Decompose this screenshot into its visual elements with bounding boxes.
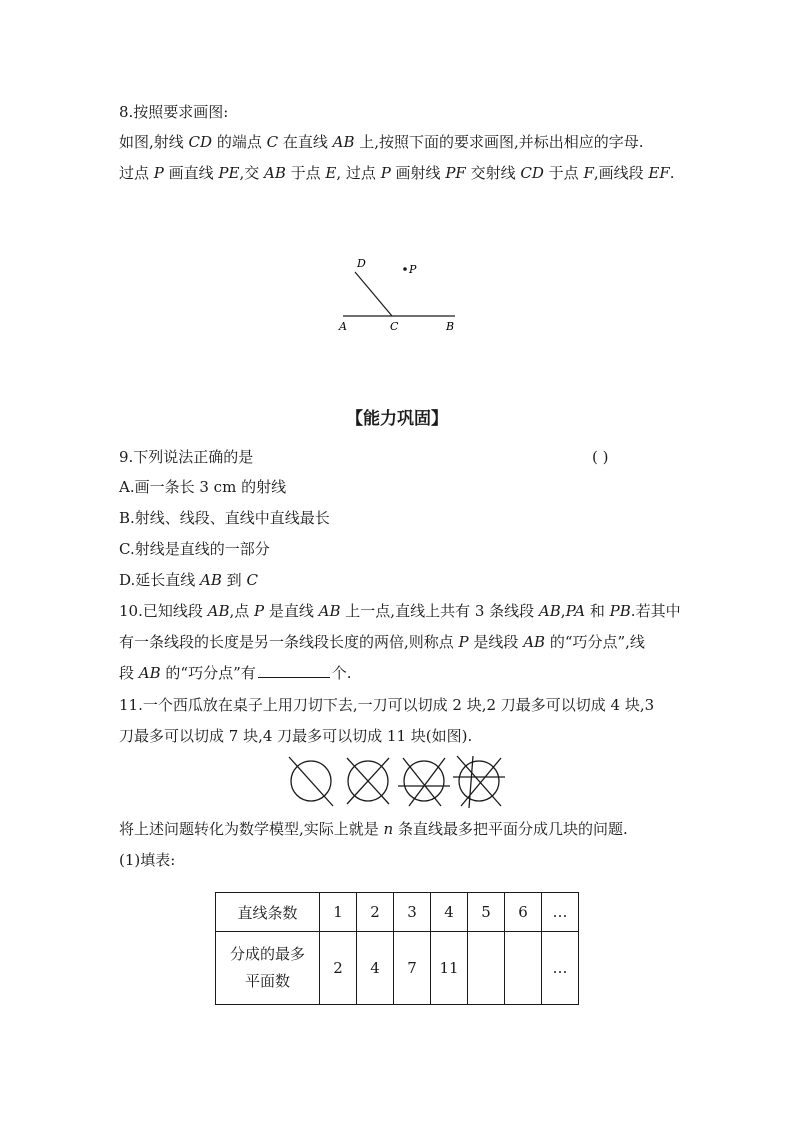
label-c: C (390, 320, 399, 333)
cut-one (289, 757, 333, 806)
q9-option-d: D.延长直线 AB 到 C (119, 571, 258, 589)
q8-title: 8.按照要求画图: (119, 103, 229, 121)
ray-cd (355, 272, 392, 316)
table-cell: 4 (431, 893, 468, 932)
table-cell: 1 (320, 893, 357, 932)
watermelon-cuts-figure (285, 752, 510, 810)
cut-three (398, 758, 450, 806)
table-cell: … (542, 893, 579, 932)
table-cell: 2 (357, 893, 394, 932)
table-cell: 11 (431, 932, 468, 1005)
q9-answer-paren: ( ) (592, 448, 609, 466)
cut-two (347, 758, 389, 804)
table-cell: 2 (320, 932, 357, 1005)
label-p: P (409, 263, 417, 276)
q8-line2: 过点 P 画直线 PE,交 AB 于点 E, 过点 P 画射线 PF 交射线 CD 于点 F,画线段 EF. (119, 164, 675, 182)
table-header-cell: 直线条数 (216, 893, 320, 932)
section-title: 【能力巩固】 (346, 409, 448, 429)
q9-option-c: C.射线是直线的一部分 (119, 540, 270, 558)
table-cell: 5 (468, 893, 505, 932)
point-p (403, 267, 407, 271)
q11-line2: 刀最多可以切成 7 块,4 刀最多可以切成 11 块(如图). (119, 727, 473, 745)
table-cell: 7 (394, 932, 431, 1005)
q8-figure (330, 250, 470, 340)
q10-line1: 10.已知线段 AB,点 P 是直线 AB 上一点,直线上共有 3 条线段 AB,PA 和 PB.若其中 (119, 602, 681, 620)
table-cell: 3 (394, 893, 431, 932)
label-a: A (339, 320, 347, 333)
cut-four (453, 756, 505, 808)
q11-sub1: (1)填表: (119, 851, 176, 869)
q11-line3: 将上述问题转化为数学模型,实际上就是 n 条直线最多把平面分成几块的问题. (119, 820, 628, 838)
answer-blank[interactable] (258, 663, 330, 678)
q9-option-b: B.射线、线段、直线中直线最长 (119, 509, 330, 527)
q10-line3: 段 AB 的“巧分点”有 个. (119, 664, 352, 682)
table-cell: … (542, 932, 579, 1005)
table-answer-cell[interactable] (468, 932, 505, 1005)
table-row (216, 932, 579, 1005)
label-d: D (357, 257, 366, 270)
label-b: B (446, 320, 455, 333)
q8-line1: 如图,射线 CD 的端点 C 在直线 AB 上,按照下面的要求画图,并标出相应的字母. (119, 133, 644, 151)
q9-option-a: A.画一条长 3 cm 的射线 (119, 478, 287, 496)
lines-regions-table (215, 892, 579, 1005)
table-header-cell: 分成的最多 平面数 (216, 932, 320, 1005)
q10-line2: 有一条线段的长度是另一条线段长度的两倍,则称点 P 是线段 AB 的“巧分点”,线 (119, 633, 645, 651)
q9-stem: 9.下列说法正确的是 (119, 448, 254, 466)
table-answer-cell[interactable] (505, 932, 542, 1005)
q11-line1: 11.一个西瓜放在桌子上用刀切下去,一刀可以切成 2 块,2 刀最多可以切成 4 块,3 (119, 696, 655, 714)
table-cell: 6 (505, 893, 542, 932)
table-cell: 4 (357, 932, 394, 1005)
table-row (216, 893, 579, 932)
